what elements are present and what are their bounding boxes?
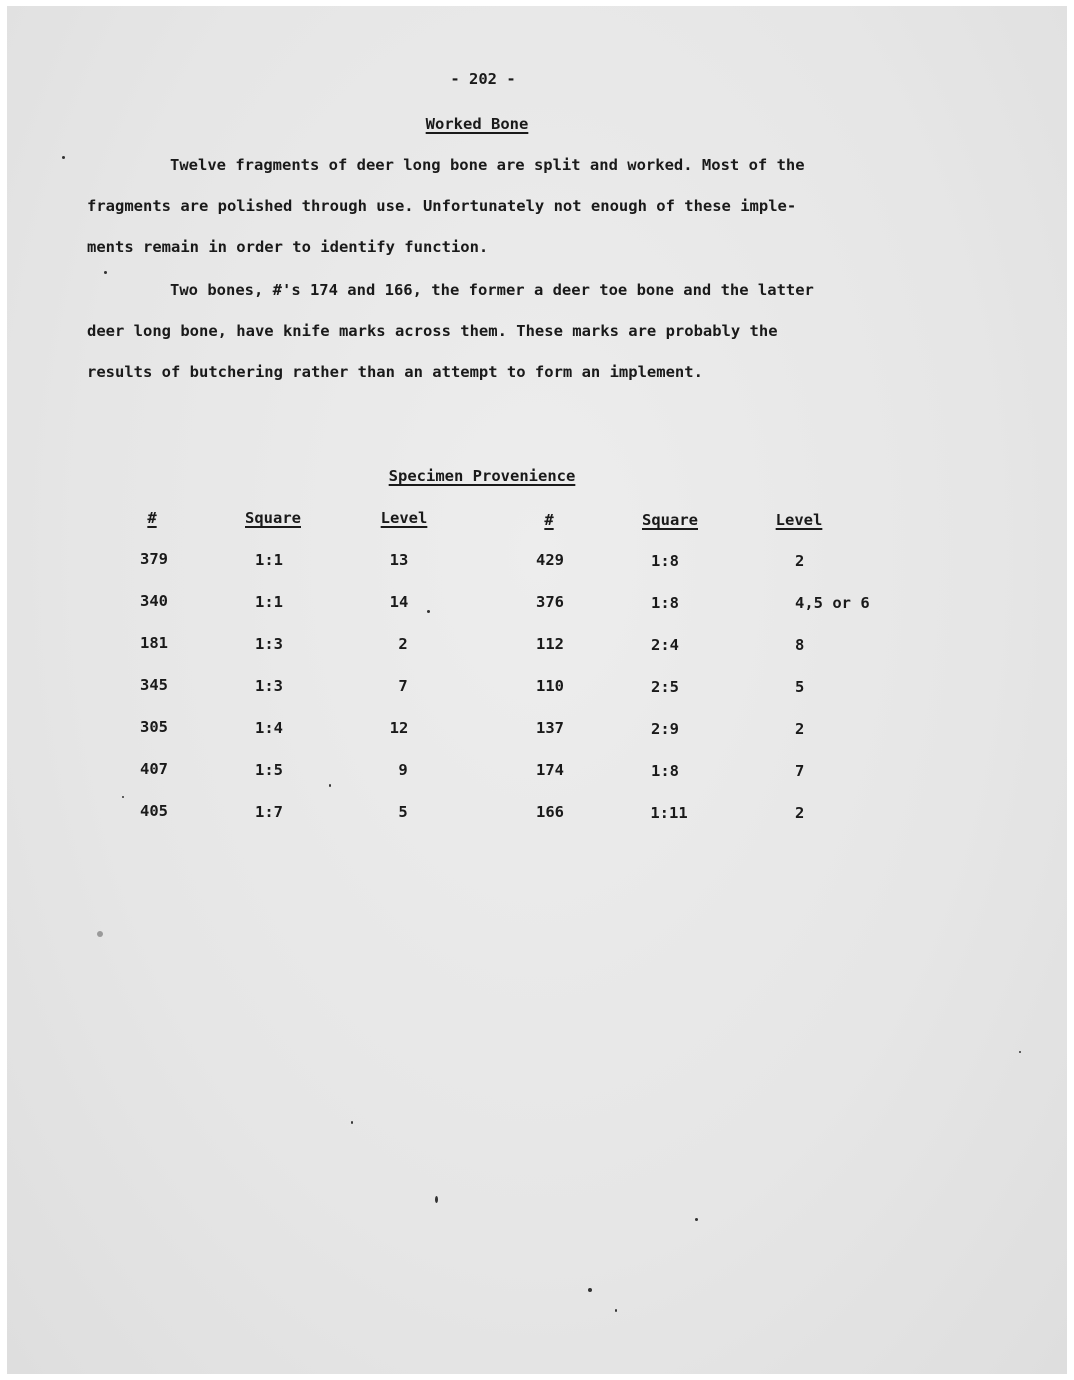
paragraph-2-line-3: results of butchering rather than an attempt to form an implement. <box>87 363 703 381</box>
scan-speck <box>1019 1051 1021 1053</box>
table-cell: 9 <box>398 761 408 779</box>
paragraph-1-line-2: fragments are polished through use. Unfortunately not enough of these imple- <box>87 197 797 215</box>
table-cell: 8 <box>795 636 805 654</box>
table-cell: 340 <box>140 592 168 610</box>
table-cell: 405 <box>140 802 168 820</box>
paragraph-1-line-1: Twelve fragments of deer long bone are split and worked. Most of the <box>170 156 805 174</box>
scan-speck <box>62 156 65 159</box>
table-header-level-2: Level <box>775 511 823 529</box>
paragraph-2-line-1: Two bones, #'s 174 and 166, the former a deer toe bone and the latter <box>170 281 814 299</box>
scan-speck <box>122 796 124 798</box>
table-cell: 166 <box>536 803 564 821</box>
table-header-number-2: # <box>544 511 554 529</box>
table-title: Specimen Provenience <box>388 467 576 485</box>
table-cell: 174 <box>536 761 564 779</box>
table-cell: 181 <box>140 634 168 652</box>
table-header-number-1: # <box>147 509 157 527</box>
table-cell: 1:1 <box>255 551 283 569</box>
scan-speck <box>351 1121 353 1124</box>
table-cell: 379 <box>140 550 168 568</box>
scan-speck <box>104 271 107 274</box>
table-cell: 12 <box>389 719 409 737</box>
table-cell: 2 <box>795 552 805 570</box>
table-cell: 2:5 <box>651 678 679 696</box>
document-page <box>7 6 1067 1374</box>
table-cell: 1:7 <box>255 803 283 821</box>
table-cell: 1:4 <box>255 719 283 737</box>
table-cell: 112 <box>536 635 564 653</box>
paragraph-2-line-2: deer long bone, have knife marks across them. These marks are probably the <box>87 322 778 340</box>
table-cell: 2 <box>795 720 805 738</box>
scan-speck <box>588 1288 592 1292</box>
table-header-square-1: Square <box>245 509 301 527</box>
page-number: - 202 - <box>450 70 516 88</box>
scan-speck <box>695 1218 698 1221</box>
table-cell: 376 <box>536 593 564 611</box>
table-cell: 7 <box>398 677 408 695</box>
section-title: Worked Bone <box>425 115 529 133</box>
scan-speck <box>97 931 103 937</box>
table-cell: 2 <box>795 804 805 822</box>
table-cell: 429 <box>536 551 564 569</box>
scan-speck <box>329 784 331 787</box>
table-cell: 2:4 <box>651 636 679 654</box>
table-cell: 1:11 <box>650 804 688 822</box>
scan-speck <box>427 610 430 613</box>
table-cell: 1:8 <box>651 594 679 612</box>
table-cell: 5 <box>398 803 408 821</box>
table-cell: 1:5 <box>255 761 283 779</box>
table-cell: 137 <box>536 719 564 737</box>
table-header-square-2: Square <box>642 511 698 529</box>
table-cell: 110 <box>536 677 564 695</box>
table-cell: 1:1 <box>255 593 283 611</box>
table-cell: 1:8 <box>651 552 679 570</box>
table-cell: 2:9 <box>651 720 679 738</box>
table-cell: 1:3 <box>255 677 283 695</box>
table-cell: 14 <box>389 593 409 611</box>
paragraph-1-line-3: ments remain in order to identify function. <box>87 238 489 256</box>
scan-speck <box>615 1309 617 1312</box>
table-cell: 7 <box>795 762 805 780</box>
table-cell: 407 <box>140 760 168 778</box>
table-cell: 345 <box>140 676 168 694</box>
table-header-level-1: Level <box>380 509 428 527</box>
table-cell: 5 <box>795 678 805 696</box>
table-cell: 305 <box>140 718 168 736</box>
table-cell: 4,5 or 6 <box>795 594 870 612</box>
table-cell: 13 <box>389 551 409 569</box>
table-cell: 2 <box>398 635 408 653</box>
table-cell: 1:8 <box>651 762 679 780</box>
table-cell: 1:3 <box>255 635 283 653</box>
scan-speck <box>435 1196 438 1203</box>
